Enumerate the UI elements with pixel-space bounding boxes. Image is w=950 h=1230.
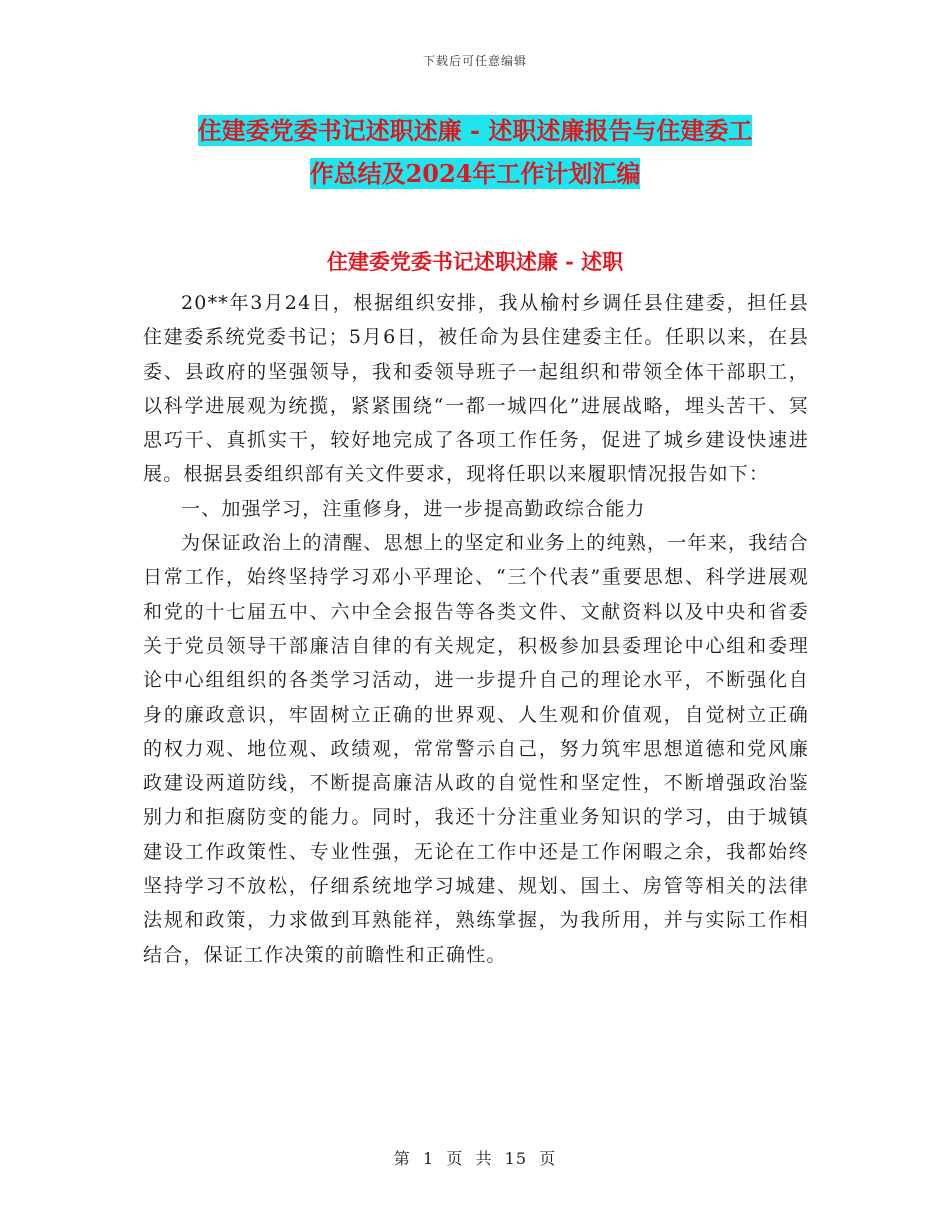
- paragraph-study: 为保证政治上的清醒、思想上的坚定和业务上的纯熟，一年来，我结合日常工作，始终坚持学习邓小平理论、“三个代表”重要思想、科学进展观和党的十七届五中、六中全会报告等各类文件、文献资料以及中央和省委关于党员领导干部廉洁自律的有关规定，积极参加县委理论中心组和委理论中心组组织的各类学习活动，进一步提升自己的理论水平，不断强化自身的廉政意识，牢固树立正确的世界观、人生观和价值观，自觉树立正确的权力观、地位观、政绩观，常常警示自己，努力筑牢思想道德和党风廉政建设两道防线，不断提高廉洁从政的自觉性和坚定性，不断增强政治鉴别力和拒腐防变的能力。同时，我还十分注重业务知识的学习，由于城镇建设工作政策性、专业性强，无论在工作中还是工作闲暇之余，我都始终坚持学习不放松，仔细系统地学习城建、规划、国土、房管等相关的法律法规和政策，力求做到耳熟能祥，熟练掌握，为我所用，并与实际工作相结合，保证工作决策的前瞻性和正确性。: [143, 532, 809, 966]
- document-title-text-1: 住建委党委书记述职述廉 - 述职述廉报告与住建委工: [197, 116, 753, 145]
- page-number-label: 第 1 页 共 15 页: [393, 1149, 557, 1168]
- document-body: [143, 286, 809, 972]
- page-header-note: 下载后可任意编辑: [422, 54, 527, 68]
- document-title-line-2: [0, 153, 950, 195]
- document-title-text-2: 作总结及2024年工作计划汇编: [309, 159, 641, 188]
- document-title-line-1: [0, 110, 950, 152]
- section-heading: 住建委党委书记述职述廉 - 述职: [326, 249, 624, 274]
- paragraph-subheading: 一、加强学习，注重修身，进一步提高勤政综合能力: [181, 497, 646, 520]
- page-footer: [0, 1146, 950, 1169]
- paragraph-intro: 20**年3月24日，根据组织安排，我从榆村乡调任县住建委，担任县住建委系统党委书记；5月6日，被任命为县住建委主任。任职以来，在县委、县政府的坚强领导，我和委领导班子一起组织和带领全体干部职工，以科学进展观为统揽，紧紧围绕“一都一城四化”进展战略，埋头苦干、冥思巧干、真抓实干，较好地完成了各项工作任务，促进了城乡建设快速进展。根据县委组织部有关文件要求，现将任职以来履职情况报告如下：: [143, 292, 809, 486]
